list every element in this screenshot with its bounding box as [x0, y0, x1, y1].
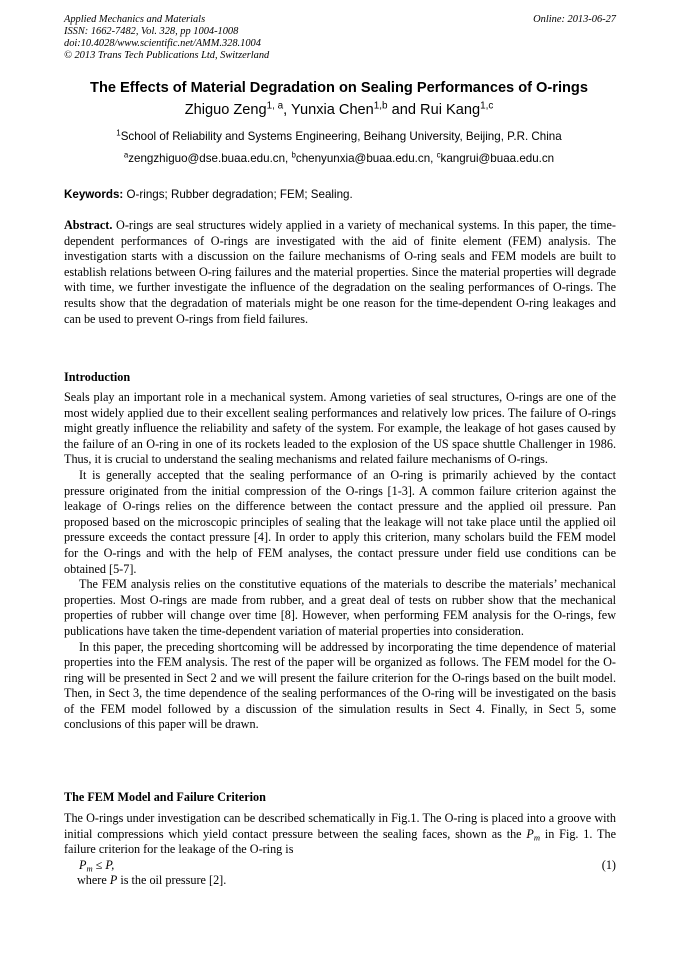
- paragraph: In this paper, the preceding shortcoming will be addressed by incorporating the time dependence of material properties into the FEM analysis. The rest of the paper will be organized as follows. The FEM model for the O-ring will be presented in Sect 2 and we will present the failure criterion for the O-rings based on the built model. Then, in Sect 3, the time dependence of the sealing performances of the O-ring will be investigated on the basis of the FEM model followed by a discussion of the simulation results in Sect 4. Finally, in Sect 5, some conclusions of this paper will be drawn.: [64, 639, 616, 732]
- section-heading-fem: The FEM Model and Failure Criterion: [64, 790, 266, 804]
- journal-header: [64, 14, 616, 62]
- author-affil-mark: 1, a: [266, 100, 284, 112]
- symbol-p: P: [109, 873, 118, 888]
- issn-line: ISSN: 1662-7482, Vol. 328, pp 1004-1008: [64, 26, 239, 37]
- doi-line[interactable]: doi:10.4028/www.scientific.net/AMM.328.1004: [64, 38, 261, 49]
- author-affil-mark: 1,c: [480, 100, 494, 112]
- equation-1: [64, 858, 616, 874]
- abstract: [64, 218, 616, 327]
- symbol-p: P: [526, 826, 534, 841]
- paragraph-text: The O-rings under investigation can be described schematically in Fig.1. The O-ring is placed into a groove with initial compressions which yield contact pressure between the sealing faces, shown as the: [64, 811, 616, 841]
- author-list: [40, 102, 638, 118]
- introduction-body: [64, 390, 616, 733]
- abstract-text: O-rings are seal structures widely applied in a variety of mechanical systems. In this paper, the time-dependent performances of O-rings are investigated with the aid of finite element (FEM) analysis. The investigation starts with a discussion on the failure mechanisms of O-ring seals and FEM models are built to establish relations between O-ring failures and the material properties. Since the material properties will degrade with time, we further investigate the influence of the degradation on the sealing performances of O-rings. The results show that the degradation of materials might be one reason for the time-dependent O-ring leakages and can be used to prevent O-rings from field failures.: [64, 218, 616, 326]
- paragraph: It is generally accepted that the sealing performance of an O-ring is primarily achieved by the contact pressure originated from the initial compression of the O-rings [1-3]. A common failure criterion against the leakage of O-rings relies on the difference between the contact pressure and the applied oil pressure. Pan proposed based on the microscopic principles of sealing that the leakage will not take place until the applied oil pressure exceeds the contact pressure [4]. In order to apply this criterion, many scholars build the FEM model for the O-rings and with the help of FEM analyses, the contact pressure under field use conditions can be obtained [5-7].: [64, 467, 616, 576]
- paragraph: Seals play an important role in a mechanical system. Among varieties of seal structures, O-rings are one of the most widely applied due to their excellent sealing performances and relatively low prices. The failure of O-rings might greatly influence the reliability and safety of the system. For example, the leakage of hot gases caused by the failure of an O-ring in one of its rockets leaded to the explosion of the US space shuttle Challenger in 1986. Thus, it is crucial to understand the sealing mechanisms and related failure mechanisms of O-rings.: [64, 390, 616, 467]
- abstract-label: Abstract.: [64, 218, 113, 232]
- author-separator: and: [387, 102, 421, 118]
- where-text: where: [77, 873, 110, 888]
- affiliation-text: School of Reliability and Systems Engineering, Beihang University, Beijing, P.R. China: [120, 130, 562, 143]
- journal-name: Applied Mechanics and Materials: [64, 14, 206, 25]
- paragraph: [64, 811, 616, 858]
- keywords-label: Keywords:: [64, 188, 124, 201]
- author-affil-mark: 1,b: [373, 100, 388, 112]
- author-emails: [40, 152, 638, 165]
- section-heading-introduction: Introduction: [64, 370, 131, 384]
- where-clause: [64, 873, 616, 889]
- email-mark: b: [291, 150, 296, 160]
- email-mark: a: [123, 150, 129, 160]
- email-link[interactable]: chenyunxia@buaa.edu.cn,: [295, 152, 437, 165]
- keywords: [64, 188, 616, 201]
- paper-title: The Effects of Material Degradation on Sealing Performances of O-rings: [90, 80, 588, 96]
- equation-number: (1): [601, 857, 616, 872]
- author-name: Zhiguo Zeng: [184, 102, 267, 118]
- email-link[interactable]: kangrui@buaa.edu.cn: [440, 152, 555, 165]
- equation-lhs: P: [79, 857, 87, 872]
- fem-body: [64, 811, 616, 889]
- email-mark: c: [436, 150, 441, 160]
- affiliation: [40, 130, 638, 143]
- paragraph-text: in Fig. 1. The failure criterion for the leakage of the O-ring is: [64, 826, 616, 857]
- equation-subscript: m: [86, 863, 93, 874]
- keywords-text: O-rings; Rubber degradation; FEM; Sealing.: [123, 188, 353, 201]
- paragraph: The FEM analysis relies on the constitutive equations of the materials to describe the materials’ mechanical properties. Most O-rings are made from rubber, and a great deal of tests on rubber show that the mechanical properties of rubber will change over time [8]. However, when performing FEM analysis for the O-rings, few publications have taken the time-dependent variation of material properties into consideration.: [64, 577, 616, 638]
- online-date: Online: 2013-06-27: [533, 14, 616, 25]
- email-link[interactable]: zengzhiguo@dse.buaa.edu.cn,: [128, 152, 292, 165]
- equation-rhs: ≤ P,: [92, 857, 115, 872]
- author-separator: ,: [283, 102, 292, 118]
- author-name: Yunxia Chen: [291, 102, 374, 118]
- where-text: is the oil pressure [2].: [117, 873, 227, 888]
- author-name: Rui Kang: [420, 102, 481, 118]
- symbol-subscript: m: [533, 832, 541, 843]
- affiliation-mark: 1: [116, 128, 121, 138]
- copyright-line: © 2013 Trans Tech Publications Ltd, Switzerland: [64, 50, 270, 61]
